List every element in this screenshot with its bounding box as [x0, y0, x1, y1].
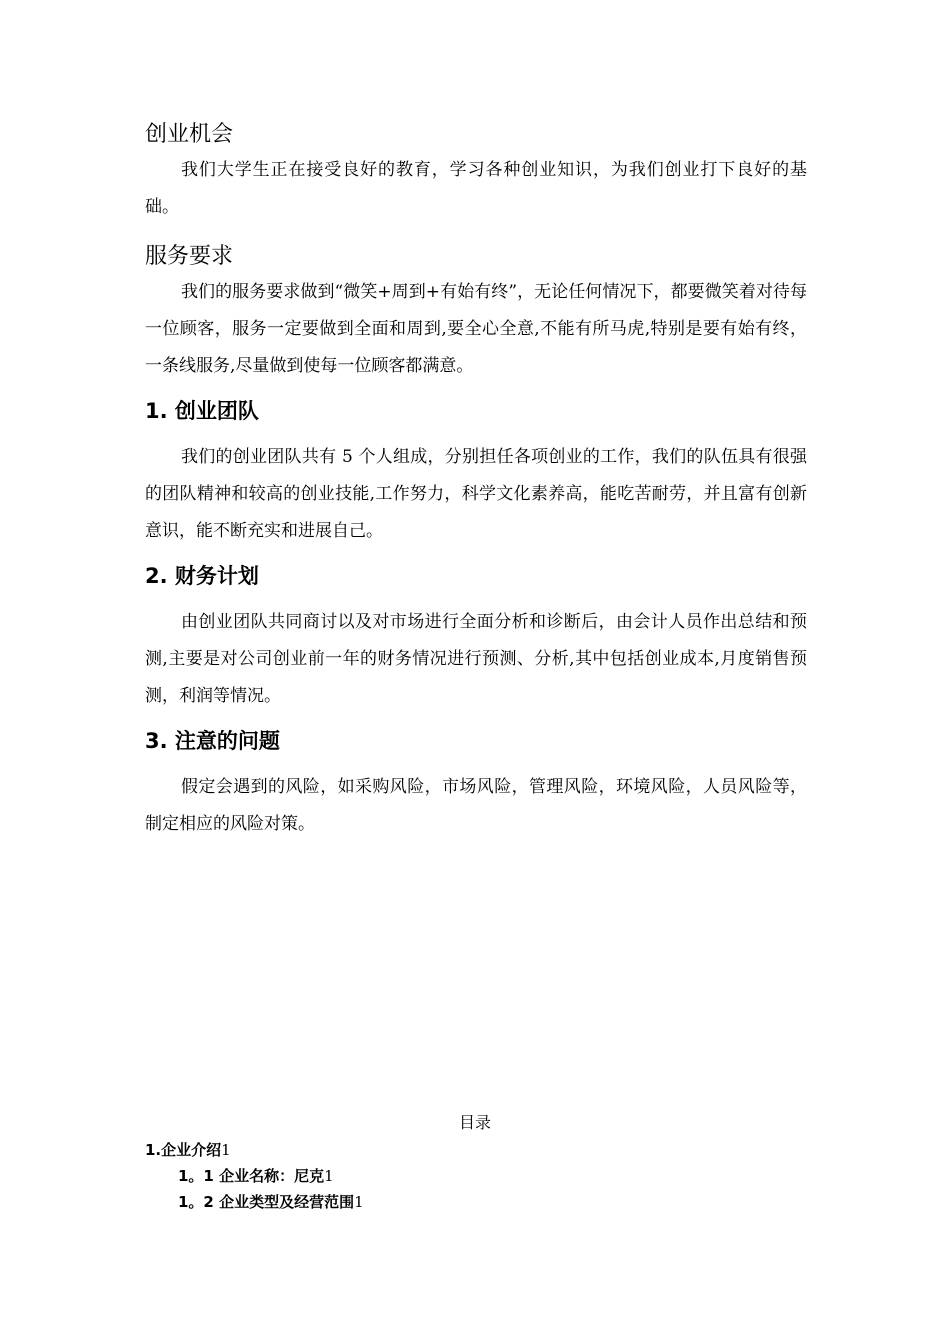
table-of-contents [145, 1137, 807, 1215]
toc-entry[interactable] [145, 1163, 807, 1189]
section-heading: 创业机会 [145, 122, 234, 147]
section-paragraph: 由创业团队共同商讨以及对市场进行全面分析和诊断后，由会计人员作出总结和预测,主要是对公司创业前一年的财务情况进行预测、分析,其中包括创业成本,月度销售预测，利润等情况。 [145, 612, 807, 706]
toc-entry-page: 1 [324, 1167, 334, 1185]
section-paragraph: 我们大学生正在接受良好的教育，学习各种创业知识，为我们创业打下良好的基础。 [145, 160, 807, 217]
toc-entry-page: 1 [221, 1141, 231, 1159]
toc-entry[interactable] [145, 1137, 807, 1163]
toc-title: 目录 [458, 1113, 491, 1132]
toc-entry-text: 1。2 企业类型及经营范围 [178, 1193, 355, 1211]
section-heading: 2. 财务计划 [145, 564, 259, 588]
section-paragraph: 我们的创业团队共有 5 个人组成，分别担任各项创业的工作，我们的队伍具有很强的团队精神和较高的创业技能,工作努力，科学文化素养高，能吃苦耐劳，并且富有创新意识，能不断充实和进展自己。 [145, 447, 807, 541]
section-paragraph: 我们的服务要求做到“微笑+周到+有始有终”，无论任何情况下，都要微笑着对待每一位顾客，服务一定要做到全面和周到,要全心全意,不能有所马虎,特别是要有始有终，一条线服务,尽量做到使每一位顾客都满意。 [145, 282, 807, 376]
toc-entry-page: 1 [354, 1193, 364, 1211]
section-heading: 3. 注意的问题 [145, 729, 280, 753]
document-body [145, 118, 807, 843]
section-paragraph: 假定会遇到的风险，如采购风险，市场风险，管理风险，环境风险，人员风险等，制定相应的风险对策。 [145, 777, 807, 834]
section-heading: 1. 创业团队 [145, 399, 259, 423]
toc-entry-text: 1。1 企业名称：尼克 [178, 1167, 325, 1185]
toc-entry[interactable] [145, 1189, 807, 1215]
toc-entry-text: 1.企业介绍 [145, 1141, 222, 1159]
section-heading: 服务要求 [145, 244, 234, 269]
